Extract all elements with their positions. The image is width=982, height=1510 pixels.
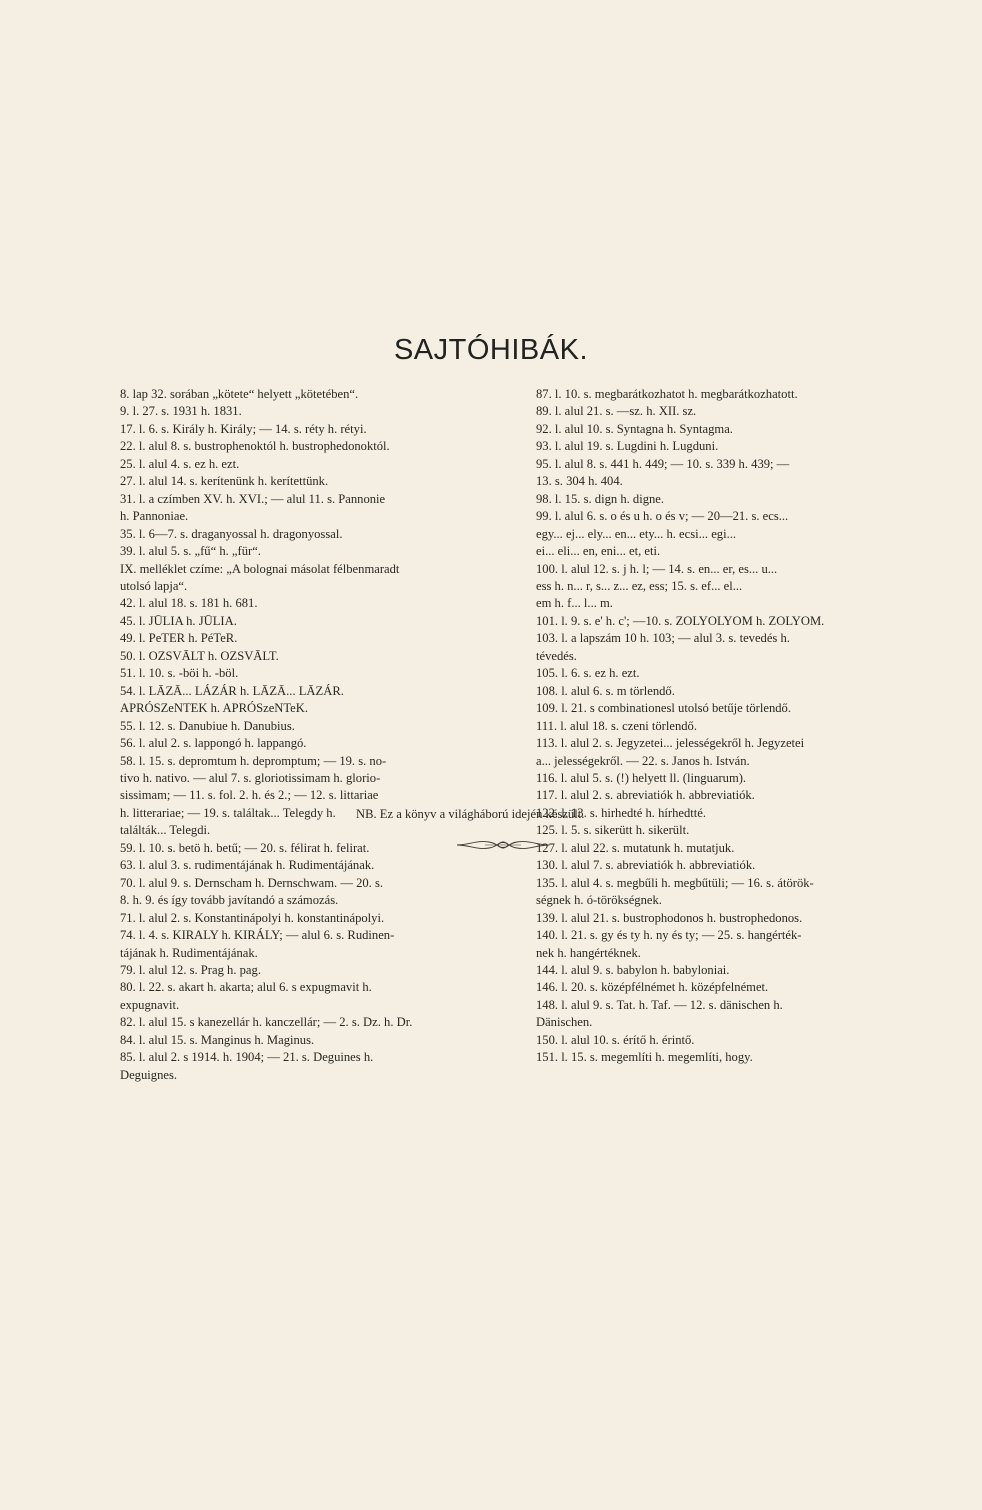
errata-line: IX. melléklet czíme: „A bolognai másolat félbenmaradt [120,561,400,576]
errata-line: 100. l. alul 12. s. j h. l; — 14. s. en... er, es... u... [536,561,778,576]
errata-entry [536,421,896,438]
errata-entry [536,403,896,420]
errata-line: 95. l. alul 8. s. 441 h. 449; — 10. s. 339 h. 439; — [536,456,790,471]
errata-line: 39. l. alul 5. s. „fű“ h. „für“. [120,544,261,559]
errata-line: 31. l. a czímben XV. h. XVI.; — alul 11. s. Pannonie [120,491,386,506]
errata-entry [536,718,896,735]
errata-entry [120,491,492,526]
errata-line: ess h. n... r, s... z... ez, ess; 15. s. ef... el... [536,578,743,593]
errata-entry [536,875,896,910]
errata-line: 130. l. alul 7. s. abreviatiók h. abbreviatiók. [536,858,756,873]
errata-line: 51. l. 10. s. -böi h. -böl. [120,666,239,681]
errata-line: 92. l. alul 10. s. Syntagna h. Syntagma. [536,421,733,436]
errata-line: h. litterariae; — 19. s. találtak... Telegdy h. [120,805,336,820]
errata-entry [536,927,896,962]
errata-line: 125. l. 5. s. sikerütt h. sikerült. [536,823,690,838]
errata-line: 122. l. 13. s. hirhedté h. hírhedtté. [536,805,706,820]
errata-entry [120,927,492,962]
errata-entry [120,648,492,665]
errata-line: ei... eli... en, eni... et, eti. [536,544,661,559]
errata-line: 140. l. 21. s. gy és ty h. ny és ty; — 25. s. hangérték- [536,928,802,943]
errata-entry [120,438,492,455]
errata-entry [120,735,492,752]
errata-line: 27. l. alul 14. s. kerítenünk h. kerítettünk. [120,474,329,489]
errata-entry [120,595,492,612]
errata-entry [120,1014,492,1031]
errata-line: 9. l. 27. s. 1931 h. 1831. [120,404,242,419]
errata-line: 93. l. alul 19. s. Lugdini h. Lugduni. [536,439,719,454]
errata-entry [536,438,896,455]
errata-line: 116. l. alul 5. s. (!) helyett ll. (linguarum). [536,770,747,785]
errata-entry [120,857,492,874]
errata-line: 35. l. 6—7. s. draganyossal h. dragonyossal. [120,526,343,541]
errata-entry [120,700,492,717]
errata-entry [536,857,896,874]
errata-entry [536,386,896,403]
errata-entry [536,822,896,839]
errata-entry [120,473,492,490]
errata-entry [536,787,896,804]
errata-entry [536,979,896,996]
errata-line: 71. l. alul 2. s. Konstantinápolyi h. konstantinápolyi. [120,910,385,925]
errata-entry [536,910,896,927]
errata-line: 70. l. alul 9. s. Dernscham h. Dernschwam. — 20. s. [120,875,384,890]
errata-line: 58. l. 15. s. depromtum h. depromptum; — 19. s. no- [120,753,387,768]
errata-entry [120,613,492,630]
errata-line: 82. l. alul 15. s kanezellár h. kanczellár; — 2. s. Dz. h. Dr. [120,1015,413,1030]
errata-entry [536,630,896,665]
errata-entry [536,770,896,787]
errata-entry [536,683,896,700]
errata-entry [536,962,896,979]
errata-entry [536,1032,896,1049]
errata-line: 45. l. JŪLIA h. JŪLIA. [120,613,237,628]
errata-entry [536,735,896,770]
errata-line: 80. l. 22. s. akart h. akarta; alul 6. s expugmavit h. [120,980,372,995]
errata-line: találták... Telegdi. [120,823,211,838]
errata-entry [120,753,492,840]
errata-entry [536,840,896,857]
errata-line: 127. l. alul 22. s. mutatunk h. mutatjuk. [536,840,735,855]
errata-line: 22. l. alul 8. s. bustrophenoktól h. bustrophedonoktól. [120,439,390,454]
errata-entry [120,665,492,682]
errata-line: 117. l. alul 2. s. abreviatiók h. abbreviatiók. [536,788,755,803]
errata-line: 55. l. 12. s. Danubiue h. Danubius. [120,718,295,733]
errata-entry [120,1032,492,1049]
errata-line: 103. l. a lapszám 10 h. 103; — alul 3. s. tevedés h. [536,631,790,646]
errata-line: tájának h. Rudimentájának. [120,945,258,960]
errata-entry [120,1049,492,1084]
errata-line: Dänischen. [536,1015,593,1030]
errata-line: 56. l. alul 2. s. lappongó h. lappangó. [120,736,307,751]
errata-line: 101. l. 9. s. e' h. c'; —10. s. ZOLYOLYOM h. ZOLYOM. [536,613,825,628]
errata-line: tévedés. [536,648,577,663]
errata-line: 148. l. alul 9. s. Tat. h. Taf. — 12. s. dänischen h. [536,997,783,1012]
errata-line: 50. l. OZSVĀLT h. OZSVĀLT. [120,648,279,663]
errata-line: egy... ej... ely... en... ety... h. ecsi... egi... [536,526,737,541]
errata-entry [120,875,492,910]
errata-line: expugnavit. [120,997,180,1012]
errata-entry [120,421,492,438]
errata-column-left [120,386,492,1084]
errata-line: 109. l. 21. s combinationesl utolsó betűje törlendő. [536,701,791,716]
errata-line: 146. l. 20. s. középfélnémet h. középfelnémet. [536,980,769,995]
errata-entry [120,630,492,647]
errata-line: 144. l. alul 9. s. babylon h. babyloniai. [536,962,730,977]
errata-line: APRÓSZeNTEK h. APRÓSzeNTeK. [120,701,309,716]
errata-entry [120,910,492,927]
errata-entry [120,456,492,473]
errata-line: 108. l. alul 6. s. m törlendő. [536,683,675,698]
page-title: SAJTÓHIBÁK. [393,334,589,366]
errata-line: em h. f... l... m. [536,596,613,611]
errata-line: 42. l. alul 18. s. 181 h. 681. [120,596,258,611]
footnote-nb: NB. Ez a könyv a világháború idején készült. [356,807,585,821]
errata-entry [536,491,896,508]
errata-line: 79. l. alul 12. s. Prag h. pag. [120,962,261,977]
errata-line: 87. l. 10. s. megbarátkozhatot h. megbarátkozhatott. [536,387,798,401]
errata-entry [536,997,896,1032]
errata-line: a... jelességekről. — 22. s. Janos h. István. [536,753,750,768]
errata-line: 49. l. PeTER h. PéTeR. [120,631,238,646]
errata-line: sissimam; — 11. s. fol. 2. h. és 2.; — 12. s. littariae [120,788,379,803]
errata-line: 63. l. alul 3. s. rudimentájának h. Rudimentájának. [120,858,375,873]
errata-line: 151. l. 15. s. megemlíti h. megemlíti, hogy. [536,1050,753,1065]
errata-line: 150. l. alul 10. s. érítő h. érintő. [536,1032,695,1047]
errata-column-right [536,386,896,1067]
errata-line: 98. l. 15. s. dign h. digne. [536,491,665,506]
errata-entry [536,561,896,613]
errata-line: 99. l. alul 6. s. o és u h. o és v; — 20—21. s. ecs... [536,509,789,524]
errata-line: 59. l. 10. s. betö h. betű; — 20. s. félirat h. felirat. [120,840,370,855]
errata-entry [120,543,492,560]
errata-entry [536,613,896,630]
errata-line: 74. l. 4. s. KIRALY h. KIRÁLY; — alul 6. s. Rudinen- [120,928,395,943]
errata-entry [536,700,896,717]
errata-entry [120,962,492,979]
errata-line: ségnek h. ó-törökségnek. [536,893,662,908]
errata-line: 17. l. 6. s. Király h. Király; — 14. s. réty h. rétyi. [120,421,367,436]
errata-line: 85. l. alul 2. s 1914. h. 1904; — 21. s. Deguines h. [120,1050,374,1065]
errata-line: 13. s. 304 h. 404. [536,474,623,489]
errata-line: 139. l. alul 21. s. bustrophodonos h. bustrophedonos. [536,910,803,925]
errata-line: 84. l. alul 15. s. Manginus h. Maginus. [120,1032,315,1047]
errata-line: 135. l. alul 4. s. megbűli h. megbűtüli; — 16. s. átörök- [536,875,814,890]
errata-entry [536,456,896,491]
errata-entry [536,1049,896,1066]
errata-entry [120,403,492,420]
errata-line: 25. l. alul 4. s. ez h. ezt. [120,456,240,471]
decorative-ornament [455,838,551,852]
errata-line: 111. l. alul 18. s. czeni törlendő. [536,718,698,733]
errata-entry [120,683,492,700]
errata-line: 8. lap 32. sorában „kötete“ helyett „kötetében“. [120,387,359,401]
errata-entry [536,665,896,682]
errata-entry [536,508,896,560]
errata-line: 105. l. 6. s. ez h. ezt. [536,666,640,681]
errata-line: Deguignes. [120,1067,178,1082]
errata-entry [120,386,492,403]
errata-line: nek h. hangértéknek. [536,945,641,960]
errata-entry [120,718,492,735]
errata-line: 113. l. alul 2. s. Jegyzetei... jelességekről h. Jegyzetei [536,736,805,751]
errata-line: tivo h. nativo. — alul 7. s. gloriotissimam h. glorio- [120,770,381,785]
errata-entry [120,526,492,543]
errata-entry [120,840,492,857]
errata-line: 89. l. alul 21. s. —sz. h. XII. sz. [536,404,697,419]
errata-line: 54. l. LĀZĀ... LÁZÁR h. LĀZĀ... LĀZÁR. [120,683,344,698]
errata-line: utolsó lapja“. [120,578,188,593]
errata-line: 8. h. 9. és így tovább javítandó a számozás. [120,893,339,908]
errata-line: h. Pannoniae. [120,509,189,524]
errata-entry [120,561,492,596]
errata-entry [120,979,492,1014]
